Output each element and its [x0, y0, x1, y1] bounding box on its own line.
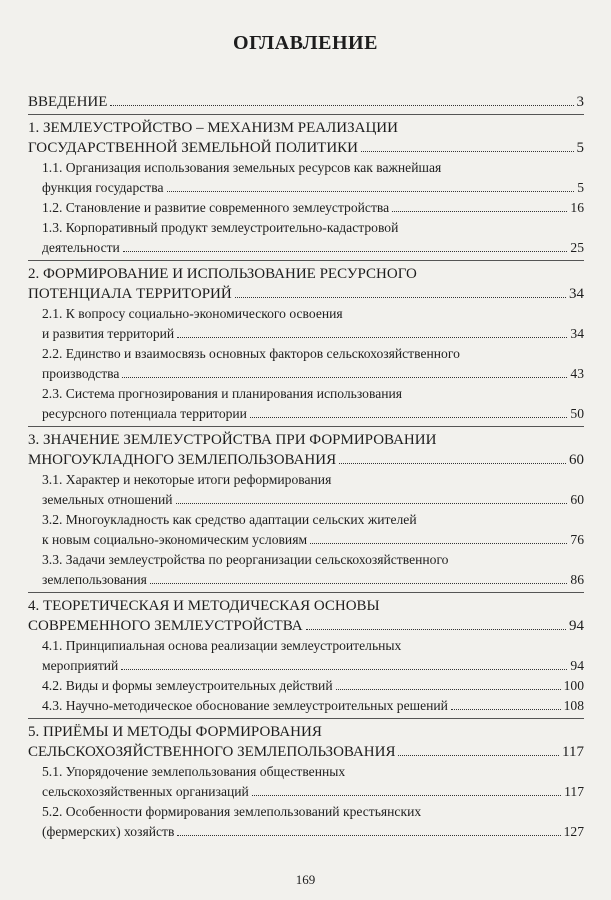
toc-section[interactable]	[28, 550, 584, 590]
toc-entry-row	[42, 198, 584, 218]
toc-page-number: 34	[570, 326, 584, 341]
dot-leader	[121, 669, 567, 670]
toc-entry-title: (фермерских) хозяйств	[42, 824, 175, 839]
toc-page-number: 50	[570, 406, 584, 421]
toc-entry-row	[42, 178, 584, 198]
toc-entry-title-line: 5.2. Особенности формирования землепользований крестьянских	[42, 804, 422, 819]
toc-entry-title: деятельности	[42, 240, 120, 255]
toc-entry-row	[28, 92, 584, 112]
toc-section[interactable]	[28, 198, 584, 218]
toc-entry-row	[28, 742, 584, 762]
toc-entry-title: функция государства	[42, 180, 164, 195]
dot-leader	[252, 795, 561, 796]
toc-page-number: 86	[570, 572, 584, 587]
toc-entry-title: ВВЕДЕНИЕ	[28, 94, 108, 110]
toc-entry-title-line: 2.3. Система прогнозирования и планирования использования	[42, 386, 403, 401]
toc-entry-title: производства	[42, 366, 120, 381]
section-separator	[28, 592, 584, 593]
section-separator	[28, 718, 584, 719]
toc-entry-row	[28, 450, 584, 470]
dot-leader	[306, 629, 566, 630]
toc-page-number: 60	[569, 452, 584, 468]
toc-page-number: 76	[570, 532, 584, 547]
toc-chapter[interactable]	[28, 430, 584, 470]
toc-page-number: 43	[570, 366, 584, 381]
toc-page-number: 117	[564, 784, 584, 799]
toc-page-number: 94	[569, 618, 584, 634]
dot-leader	[167, 191, 575, 192]
dot-leader	[150, 583, 568, 584]
toc-entry-title: ПОТЕНЦИАЛА ТЕРРИТОРИЙ	[28, 286, 232, 302]
dot-leader	[451, 709, 561, 710]
toc-page-number: 25	[570, 240, 584, 255]
toc-section[interactable]	[28, 304, 584, 344]
toc-entry-title: 4.3. Научно-методическое обоснование землеустроительных решений	[42, 698, 448, 713]
toc-entry-title-line: 3.2. Многоукладность как средство адаптации сельских жителей	[42, 512, 417, 527]
toc-entry-row	[42, 676, 584, 696]
toc-page-number: 16	[570, 200, 584, 215]
dot-leader	[310, 543, 567, 544]
toc-entry-title-line: 3.3. Задачи землеустройства по реорганизации сельскохозяйственного	[42, 552, 449, 567]
dot-leader	[235, 297, 566, 298]
toc-entry-row	[42, 364, 584, 384]
toc-section[interactable]	[28, 344, 584, 384]
section-separator	[28, 260, 584, 261]
toc-entry-title-line: 4. ТЕОРЕТИЧЕСКАЯ И МЕТОДИЧЕСКАЯ ОСНОВЫ	[28, 598, 380, 614]
dot-leader	[123, 251, 568, 252]
dot-leader	[250, 417, 567, 418]
toc-chapter[interactable]	[28, 264, 584, 304]
toc-section[interactable]	[28, 510, 584, 550]
toc-entry-title: земельных отношений	[42, 492, 173, 507]
toc-page-number: 5	[576, 140, 584, 156]
toc-page-number: 117	[562, 744, 584, 760]
toc-entry-row	[42, 324, 584, 344]
toc-entry-row	[42, 822, 584, 842]
toc-page-number: 127	[563, 824, 584, 839]
toc-entry-title-line: 2.1. К вопросу социально-экономического освоения	[42, 306, 343, 321]
page-title: ОГЛАВЛЕНИЕ	[233, 32, 378, 54]
toc-entry-title-line: 5. ПРИЁМЫ И МЕТОДЫ ФОРМИРОВАНИЯ	[28, 724, 322, 740]
toc-page-number: 34	[569, 286, 584, 302]
toc-entry-title-line: 1.1. Организация использования земельных ресурсов как важнейшая	[42, 160, 442, 175]
toc-section[interactable]	[28, 696, 584, 716]
toc-section[interactable]	[28, 676, 584, 696]
section-separator	[28, 426, 584, 427]
toc-entry-title: сельскохозяйственных организаций	[42, 784, 249, 799]
dot-leader	[336, 689, 561, 690]
toc-page-number: 94	[570, 658, 584, 673]
toc-chapter[interactable]	[28, 722, 584, 762]
toc-entry-title: СОВРЕМЕННОГО ЗЕМЛЕУСТРОЙСТВА	[28, 618, 303, 634]
toc-page-number: 3	[576, 94, 584, 110]
toc-entry-row	[42, 404, 584, 424]
toc-entry-title: МНОГОУКЛАДНОГО ЗЕМЛЕПОЛЬЗОВАНИЯ	[28, 452, 337, 468]
dot-leader	[177, 337, 567, 338]
toc-entry-row	[42, 696, 584, 716]
dot-leader	[361, 151, 574, 152]
toc-section[interactable]	[28, 762, 584, 802]
toc-entry-title-line: 1.3. Корпоративный продукт землеустроительно-кадастровой	[42, 220, 399, 235]
toc-entry-title-line: 3. ЗНАЧЕНИЕ ЗЕМЛЕУСТРОЙСТВА ПРИ ФОРМИРОВАНИИ	[28, 432, 437, 448]
toc-entry-title-line: 3.1. Характер и некоторые итоги реформирования	[42, 472, 332, 487]
dot-leader	[177, 835, 560, 836]
table-of-contents	[28, 92, 584, 842]
toc-section[interactable]	[28, 636, 584, 676]
toc-entry-title: ГОСУДАРСТВЕННОЙ ЗЕМЕЛЬНОЙ ПОЛИТИКИ	[28, 140, 358, 156]
toc-entry-row	[42, 490, 584, 510]
toc-entry-title-line: 1. ЗЕМЛЕУСТРОЙСТВО – МЕХАНИЗМ РЕАЛИЗАЦИИ	[28, 120, 398, 136]
toc-entry-title: землепользования	[42, 572, 147, 587]
toc-entry-title: 4.2. Виды и формы землеустроительных действий	[42, 678, 333, 693]
toc-entry-title-line: 2.2. Единство и взаимосвязь основных факторов сельскохозяйственного	[42, 346, 460, 361]
toc-entry-title-line: 2. ФОРМИРОВАНИЕ И ИСПОЛЬЗОВАНИЕ РЕСУРСНОГО	[28, 266, 417, 282]
toc-page-number: 108	[563, 698, 584, 713]
dot-leader	[176, 503, 568, 504]
toc-entry-title: мероприятий	[42, 658, 119, 673]
dot-leader	[392, 211, 567, 212]
toc-entry-row	[42, 656, 584, 676]
toc-chapter[interactable]	[28, 118, 584, 158]
toc-entry-title: ресурсного потенциала территории	[42, 406, 247, 421]
dot-leader	[339, 463, 566, 464]
toc-entry-row	[42, 238, 584, 258]
toc-entry-title-line: 5.1. Упорядочение землепользования общественных	[42, 764, 346, 779]
dot-leader	[122, 377, 567, 378]
toc-entry-row	[42, 570, 584, 590]
dot-leader	[398, 755, 559, 756]
toc-entry-row	[28, 616, 584, 636]
toc-entry-row	[42, 530, 584, 550]
page-number: 169	[295, 872, 316, 887]
toc-page-number: 5	[577, 180, 584, 195]
toc-entry-title: СЕЛЬСКОХОЗЯЙСТВЕННОГО ЗЕМЛЕПОЛЬЗОВАНИЯ	[28, 744, 396, 760]
toc-entry-title-line: 4.1. Принципиальная основа реализации землеустроительных	[42, 638, 402, 653]
toc-entry-title: 1.2. Становление и развитие современного землеустройства	[42, 200, 390, 215]
toc-section[interactable]	[28, 158, 584, 198]
toc-section[interactable]	[28, 470, 584, 510]
toc-entry-title: и развития территорий	[42, 326, 175, 341]
toc-section[interactable]	[28, 384, 584, 424]
toc-section[interactable]	[28, 802, 584, 842]
section-separator	[28, 114, 584, 115]
toc-chapter[interactable]	[28, 596, 584, 636]
toc-chapter[interactable]	[28, 92, 584, 112]
dot-leader	[110, 105, 573, 106]
toc-entry-row	[42, 782, 584, 802]
toc-page-number: 60	[570, 492, 584, 507]
toc-section[interactable]	[28, 218, 584, 258]
toc-entry-row	[28, 284, 584, 304]
toc-page-number: 100	[563, 678, 584, 693]
toc-entry-title: к новым социально-экономическим условиям	[42, 532, 308, 547]
toc-entry-row	[28, 138, 584, 158]
